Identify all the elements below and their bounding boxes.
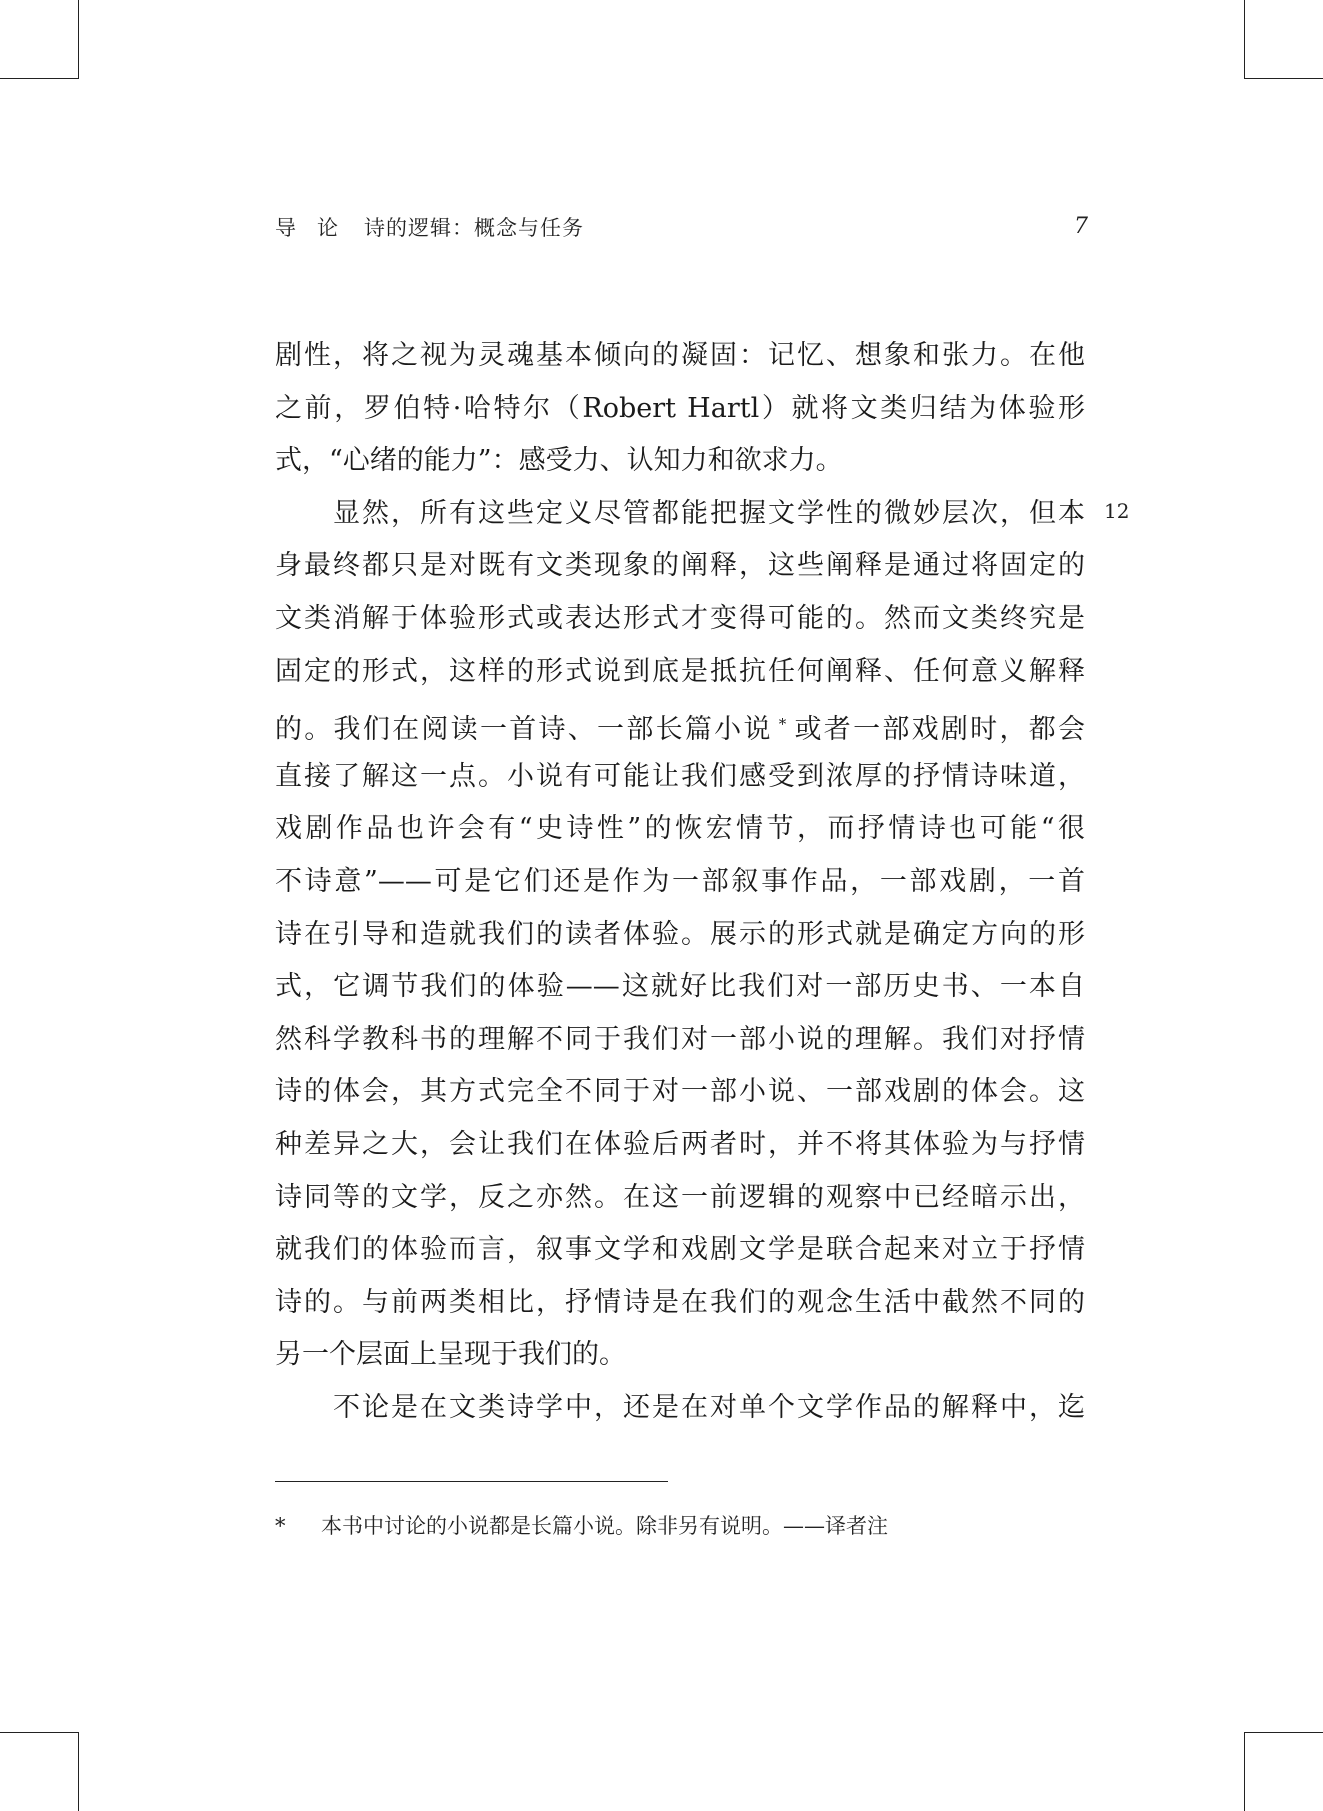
text-line: 显然，所有这些定义尽管都能把握文学性的微妙层次，但本	[333, 497, 1085, 529]
footnote-text: 本书中讨论的小说都是长篇小说。除非另有说明。——译者注	[321, 1514, 888, 1538]
text-line: 固定的形式，这样的形式说到底是抵抗任何阐释、任何意义解释	[275, 655, 1085, 687]
crop-mark	[1244, 78, 1323, 79]
crop-mark	[78, 1732, 79, 1811]
text-line: 戏剧作品也许会有“史诗性”的恢宏情节，而抒情诗也可能“很	[275, 813, 1085, 845]
footnote-marker: *	[275, 1514, 286, 1538]
crop-mark	[1244, 1732, 1323, 1733]
text-line: 不诗意”——可是它们还是作为一部叙事作品，一部戏剧，一首	[275, 865, 1085, 897]
text-line: 另一个层面上呈现于我们的。	[275, 1339, 626, 1371]
chapter-title: 诗的逻辑：概念与任务	[364, 216, 584, 240]
body-text	[275, 330, 1085, 1434]
text-line: 诗的体会，其方式完全不同于对一部小说、一部戏剧的体会。这	[275, 1076, 1085, 1108]
text-line: 种差异之大，会让我们在体验后两者时，并不将其体验为与抒情	[275, 1128, 1085, 1160]
crop-mark	[78, 0, 79, 79]
text-line: 式，它调节我们的体验——这就好比我们对一部历史书、一本自	[275, 971, 1085, 1003]
chapter-label: 导 论	[275, 216, 338, 240]
footnote	[275, 1510, 888, 1540]
text-line: 剧性，将之视为灵魂基本倾向的凝固：记忆、想象和张力。在他	[275, 340, 1085, 371]
text-fragment: 的。我们在阅读一首诗、一部长篇小说	[275, 714, 773, 746]
text-line: 就我们的体验而言，叙事文学和戏剧文学是联合起来对立于抒情	[275, 1234, 1085, 1266]
text-line: 文类消解于体验形式或表达形式才变得可能的。然而文类终究是	[275, 602, 1085, 634]
text-line: 诗在引导和造就我们的读者体验。展示的形式就是确定方向的形	[275, 918, 1085, 950]
crop-mark	[1244, 0, 1245, 79]
text-line: 然科学教科书的理解不同于我们对一部小说的理解。我们对抒情	[275, 1023, 1085, 1055]
footnote-reference[interactable]: *	[778, 715, 787, 734]
running-head	[275, 212, 584, 242]
crop-mark	[1244, 1732, 1245, 1811]
text-fragment: 或者一部戏剧时，都会	[792, 714, 1086, 746]
text-line: 诗的。与前两类相比，抒情诗是在我们的观念生活中截然不同的	[275, 1286, 1085, 1318]
crop-mark	[0, 1732, 79, 1733]
text-line: 式，“心绪的能力”：感受力、认知力和欲求力。	[275, 445, 843, 477]
text-line-with-footnote	[275, 698, 1085, 751]
crop-mark	[0, 78, 79, 79]
text-line: 诗同等的文学，反之亦然。在这一前逻辑的观察中已经暗示出，	[275, 1181, 1085, 1213]
text-line: 之前，罗伯特·哈特尔（Robert Hartl）就将文类归结为体验形	[275, 392, 1085, 424]
text-line: 直接了解这一点。小说有可能让我们感受到浓厚的抒情诗味道，	[275, 760, 1085, 792]
text-line: 身最终都只是对既有文类现象的阐释，这些阐释是通过将固定的	[275, 550, 1085, 582]
text-line: 不论是在文类诗学中，还是在对单个文学作品的解释中，迄	[333, 1391, 1085, 1423]
margin-reference-number: 12	[1104, 499, 1130, 523]
footnote-divider	[275, 1481, 668, 1482]
page-number: 7	[1074, 214, 1088, 239]
